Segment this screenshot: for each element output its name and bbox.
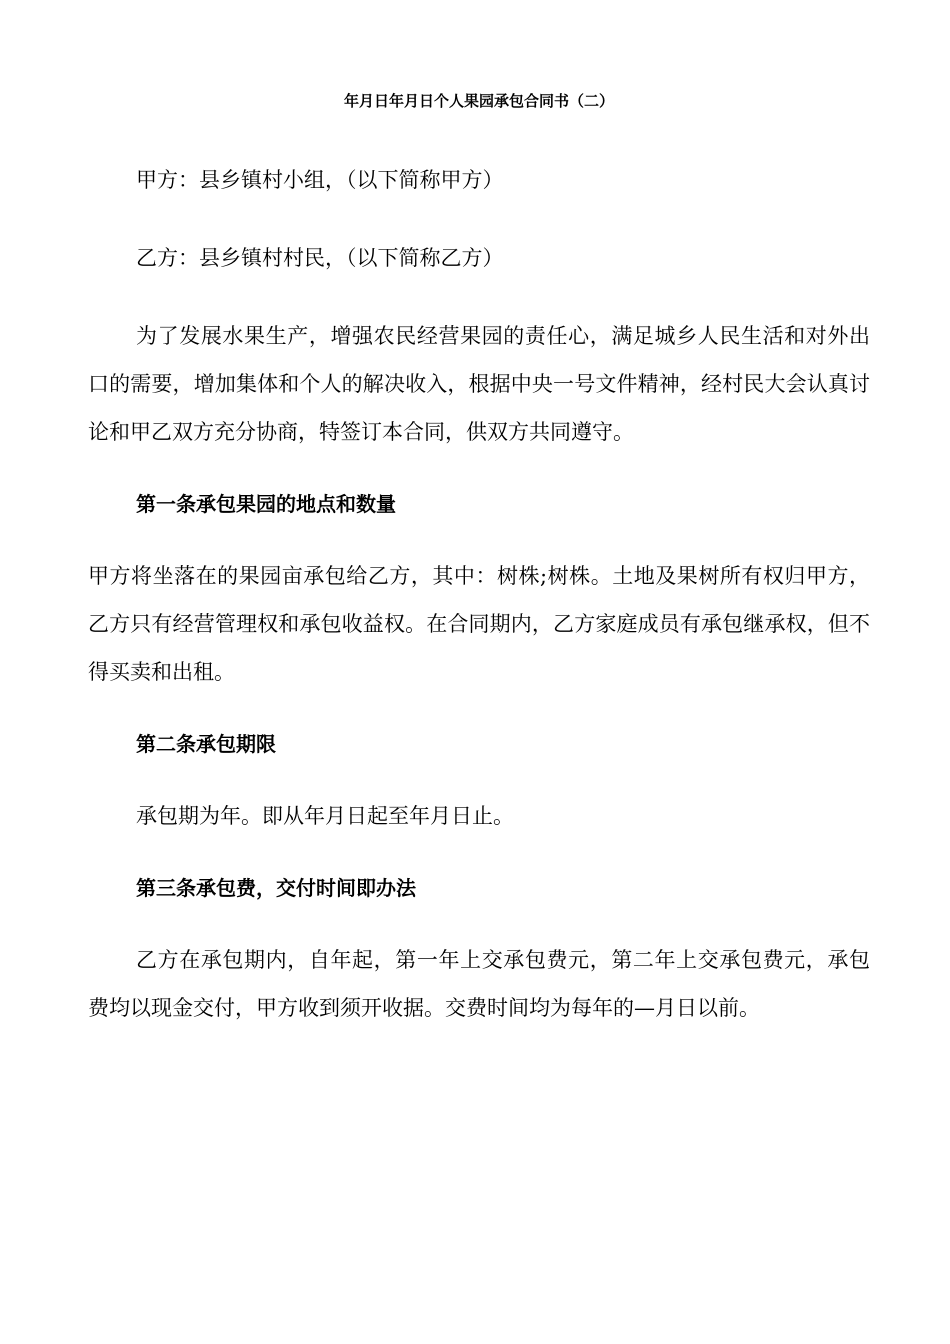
document-title: 年月日年月日个人果园承包合同书（二） [343,92,614,110]
article-1-heading: 第一条承包果园的地点和数量 [136,492,396,516]
article-2-text: 承包期为年。即从年月日起至年月日止。 [136,804,514,828]
article-3-heading: 第三条承包费，交付时间即办法 [136,876,416,900]
article-2-heading: 第二条承包期限 [136,732,276,756]
article-1-text: 甲方将坐落在的果园亩承包给乙方，其中：树株;树株。土地及果树所有权归甲方，乙方只有经营管理权和承包收益权。在合同期内，乙方家庭成员有承包继承权，但不得买卖和出租。 [88,564,870,684]
article-3-text: 乙方在承包期内，自年起，第一年上交承包费元，第二年上交承包费元，承包费均以现金交付，甲方收到须开收据。交费时间均为每年的—月日以前。 [88,948,870,1020]
party-a: 甲方：县乡镇村小组，（以下简称甲方） [136,168,504,192]
party-b: 乙方：县乡镇村村民，（以下简称乙方） [136,246,504,270]
preamble-paragraph: 为了发展水果生产，增强农民经营果园的责任心，满足城乡人民生活和对外出口的需要，增加集体和个人的解决收入，根据中央一号文件精神，经村民大会认真讨论和甲乙双方充分协商，特签订本合同，供双方共同遵守。 [88,324,870,444]
